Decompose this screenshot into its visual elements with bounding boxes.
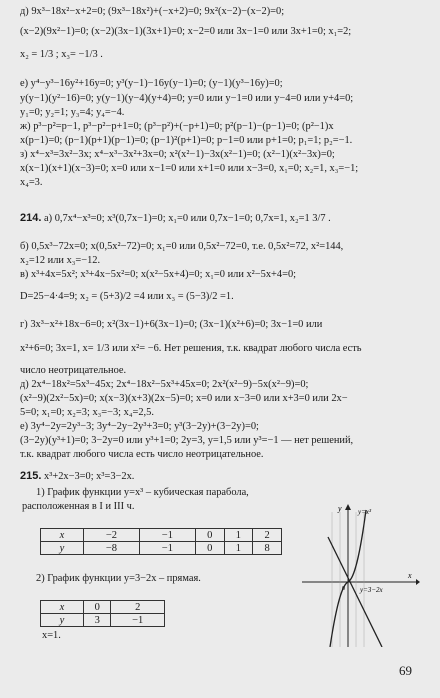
text-line: расположенная в I и III ч. (22, 501, 135, 512)
table-row (41, 542, 282, 555)
y-axis-label: y (338, 504, 342, 513)
task-number: 214. (20, 212, 42, 224)
text-line: D=25−4·4=9; x₂ = (5+3)/2 =4 или x₃ = (5−3)/2 =1. (20, 291, 234, 302)
values-table-cubic (40, 528, 282, 555)
table-cell: 2 (111, 601, 165, 614)
text-line: т.к. квадрат любого числа есть число неотрицательное. (20, 449, 264, 460)
text-line: y₁=0; y₂=1; y₃=4; y₄=−4. (20, 107, 125, 118)
table-cell: 8 (253, 542, 282, 555)
x-axis-label: x (408, 571, 412, 580)
table-cell: x (41, 529, 84, 542)
table-row (41, 601, 165, 614)
text-line: в) x³+4x=5x²; x³+4x−5x²=0; x(x²−5x+4)=0; x₁=0 или x²−5x+4=0; (20, 269, 297, 280)
table-cell: x (41, 601, 84, 614)
text-line: з) x⁴−x³=3x²−3x; x⁴−x³−3x²+3x=0; x²(x²−1)−3x(x²−1)=0; (x²−1)(x²−3x)=0; (20, 149, 335, 160)
table-cell: 0 (84, 601, 111, 614)
table-cell: 0 (195, 529, 224, 542)
text-line: x(p−1)=0; (p−1)(p+1)(p−1)=0; (p−1)²(p+1)=0; p−1=0 или p+1=0; p₁=1; p₂=−1. (20, 135, 353, 146)
page-number: 69 (399, 663, 412, 678)
table-cell: y (41, 614, 84, 627)
text-line: (x−2)(9x²−1)=0; (x−2)(3x−1)(3x+1)=0; x−2=0 или 3x−1=0 или 3x+1=0; x₁=2; (20, 26, 352, 37)
table-cell: −1 (139, 542, 195, 555)
line-label: y=3−2x (360, 586, 383, 594)
table-row (41, 529, 282, 542)
table-cell: −1 (139, 529, 195, 542)
text-line: x=1. (42, 630, 61, 641)
table-cell: y (41, 542, 84, 555)
text-line: число неотрицательное. (20, 365, 127, 376)
table-row (41, 614, 165, 627)
text-line: x₄=3. (20, 177, 43, 188)
task-215-line (20, 470, 426, 483)
y-axis-arrow (345, 504, 351, 510)
task-214-line (20, 212, 426, 225)
text-line: д) 9x³−18x²−x+2=0; (9x³−18x²)+(−x+2)=0; 9x²(x−2)−(x−2)=0; (20, 6, 285, 17)
text-line: x₂ = 1/3 ; x₃= −1/3 . (20, 49, 103, 60)
task-number: 215. (20, 470, 42, 482)
text-line: x²+6=0; 3x=1, x= 1/3 или x²= −6. Нет решения, т.к. квадрат любого числа есть (20, 343, 362, 354)
curve-label: y=x³ (358, 508, 372, 516)
text-line: (3−2y)(y³+1)=0; 3−2y=0 или y³+1=0; 2y=3, y=1,5 или y³=−1 — нет решений, (20, 435, 354, 446)
table-cell: 3 (84, 614, 111, 627)
text-line: б) 0,5x³−72x=0; x(0,5x²−72)=0; x₁=0 или 0,5x²−72=0, т.е. 0,5x²=72, x²=144, (20, 241, 344, 252)
text-line: е) y⁴−y³−16y²+16y=0; y³(y−1)−16y(y−1)=0; (y−1)(y³−16y)=0; (20, 78, 283, 89)
table-cell: 0 (195, 542, 224, 555)
text-line: 2) График функции y=3−2x – прямая. (36, 573, 201, 584)
table-cell: −8 (84, 542, 140, 555)
text-line: x(x−1)(x+1)(x−3)=0; x=0 или x−1=0 или x+1=0 или x−3=0, x₁=0; x₂=1, x₃=−1; (20, 163, 359, 174)
x-axis-arrow (416, 579, 420, 585)
table-cell: −1 (111, 614, 165, 627)
text-line: 5=0; x₁=0; x₂=3; x₃=−3; x₄=2,5. (20, 407, 154, 418)
values-table-line (40, 600, 165, 627)
text-line: x₂=12 или x₃=−12. (20, 255, 101, 266)
text-line: е) 3y⁴−2y=2y³−3; 3y⁴−2y−2y³+3=0; y³(3−2y)+(3−2y)=0; (20, 421, 259, 432)
text-line: ж) p³−p²=p−1, p³−p²−p+1=0; (p³−p²)+(−p+1)=0; p²(p−1)−(p−1)=0; (p²−1)x (20, 121, 334, 132)
text-line: г) 3x³−x²+18x−6=0; x²(3x−1)+6(3x−1)=0; (3x−1)(x²+6)=0; 3x−1=0 или (20, 319, 323, 330)
origin-label: 0 (342, 586, 345, 592)
task-text: x³+2x−3=0; x³=3−2x. (41, 471, 135, 482)
table-cell: −2 (84, 529, 140, 542)
table-cell: 1 (224, 529, 253, 542)
task-text: а) 0,7x⁴−x³=0; x³(0,7x−1)=0; x₁=0 или 0,7x−1=0; 0,7x=1, x₂=1 3/7 . (41, 213, 331, 224)
text-line: д) 2x⁴−18x²=5x³−45x; 2x⁴−18x²−5x³+45x=0; 2x²(x²−9)−5x(x²−9)=0; (20, 379, 309, 390)
text-line: 1) График функции y=x³ – кубическая парабола, (36, 487, 249, 498)
table-cell: 2 (253, 529, 282, 542)
function-graph (300, 502, 420, 647)
text-line: (x²−9)(2x²−5x)=0; x(x−3)(x+3)(2x−5)=0; x=0 или x−3=0 или x+3=0 или 2x− (20, 393, 348, 404)
text-line: y(y−1)(y²−16)=0; y(y−1)(y−4)(y+4)=0; y=0 или y−1=0 или y−4=0 или y+4=0; (20, 93, 354, 104)
table-cell: 1 (224, 542, 253, 555)
